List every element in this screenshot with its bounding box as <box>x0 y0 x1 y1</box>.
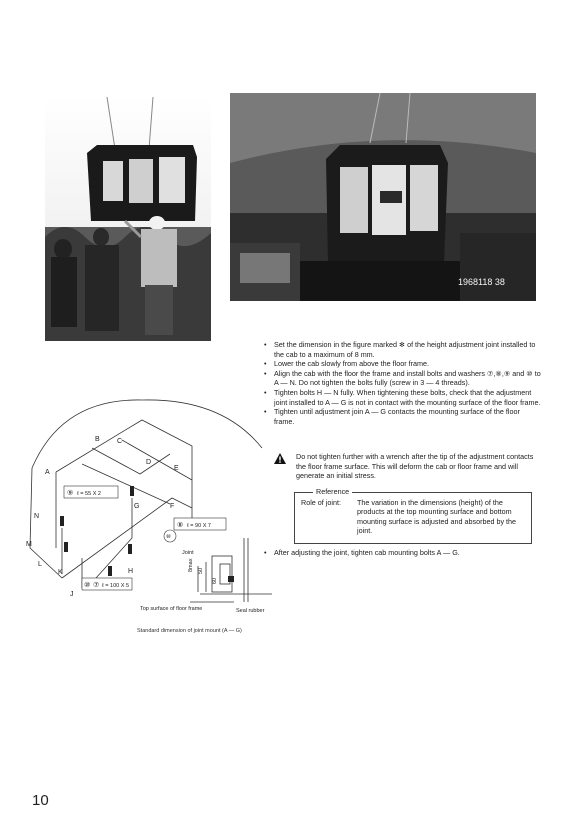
cab-lifting-photo-right <box>230 93 536 301</box>
joint-label: Joint <box>182 550 194 556</box>
callout-7-number: ⑦ <box>93 582 100 589</box>
instruction-item: • Set the dimension in the figure marked ✻ of the height adjustment joint installed to the cab to a maximum of 8 mm. <box>262 340 542 359</box>
diagram-letter-j: J <box>70 591 74 598</box>
instruction-item: • Align the cab with the floor the frame and install bolts and washers ⑦,⑧,⑨ and ⑩ to A — N. Do not tighten the bolts fully (screw in 3 — 4 threads). <box>262 369 542 388</box>
instruction-item: • Tighten bolts H — N fully. When tightening these bolts, check that the adjustment joint installed to A — G is not in contact with the mounting surface of the floor frame. <box>262 388 542 407</box>
cab-mounting-diagram <box>22 388 292 620</box>
warning-note <box>274 452 534 481</box>
callout-7-text: ℓ = 100 X 5 <box>102 583 130 589</box>
diagram-letter-m: M <box>26 541 32 548</box>
diagram-letter-n: N <box>34 513 40 520</box>
diagram-letter-h: H <box>128 568 134 575</box>
reference-box <box>294 487 532 544</box>
seal-rubber-label: Seal rubber <box>236 608 265 614</box>
after-adjust-text: • After adjusting the joint, tighten cab mounting bolts A — G. <box>274 548 460 557</box>
instruction-item: • Tighten until adjustment join A — G contacts the mounting surface of the floor frame. <box>262 407 542 426</box>
diagram-letter-f: F <box>170 503 175 510</box>
diagram-letter-k: K <box>58 569 63 576</box>
callout-10b-number: ⑩ <box>84 582 91 589</box>
callout-8-number: ⑧ <box>177 522 184 529</box>
reference-label: Role of joint: <box>301 498 341 507</box>
diagram-letter-a: A <box>45 469 50 476</box>
reference-text: The variation in the dimensions (height) of the products at the top mounting surface and bottom mounting surface is adjusted and absorbed by the joint. <box>357 498 517 536</box>
callout-10-number: ⑩ <box>166 534 171 540</box>
dim-8max-label: 8max <box>188 558 194 572</box>
callout-9-text: ℓ = 55 X 2 <box>77 491 101 497</box>
instruction-item: • Lower the cab slowly from above the floor frame. <box>262 359 542 369</box>
diagram-letter-c: C <box>117 438 123 445</box>
diagram-caption: Standard dimension of joint mount (A — G) <box>137 628 242 634</box>
dim-60-label: 60 <box>212 577 218 584</box>
diagram-letter-g: G <box>134 503 140 510</box>
machine-serial-text: 1968118 38 <box>458 277 505 287</box>
top-surface-label: Top surface of floor frame <box>140 606 203 612</box>
diagram-letter-e: E <box>174 465 179 472</box>
page-number: 10 <box>32 792 49 809</box>
cab-lifting-photo-left <box>45 97 211 341</box>
after-adjust-instruction <box>262 548 542 558</box>
reference-title: Reference <box>313 487 352 496</box>
callout-8-text: ℓ = 90 X 7 <box>187 523 211 529</box>
diagram-letter-l: L <box>38 561 42 568</box>
instruction-list <box>262 340 542 426</box>
warning-text: Do not tighten further with a wrench after the tip of the adjustment contacts the floor frame surface. This will deform the cab or floor frame and will generate an initial stress. <box>296 452 534 481</box>
diagram-letter-b: B <box>95 436 100 443</box>
dim-50-label: 50 <box>198 567 204 574</box>
callout-9-number: ⑨ <box>67 490 74 497</box>
diagram-letter-d: D <box>146 459 152 466</box>
